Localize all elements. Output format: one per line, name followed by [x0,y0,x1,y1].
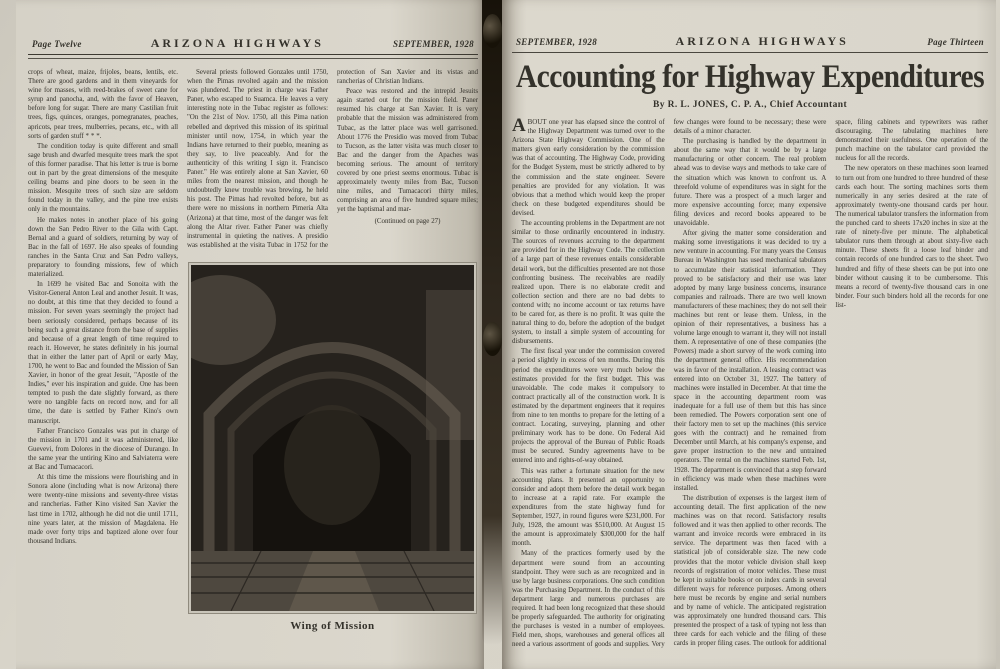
paragraph: crops of wheat, maize, frijoles, beans, lentils, etc. There are good gardens and in them vineyards for wine for masses, with reed-brakes of sweet cane for syrup and panocha, and, with the favor of Heaven, before long for sugar. There are many Castilian fruit trees, figs, quinces, oranges, pomegranates, peaches, apricots, pear trees, mulberries, pecans, etc., with all sorts of garden stuff * * *. [28,68,178,140]
paragraph: Peace was restored and the intrepid Jesuits again started out for the mission field. Paner resumed his charge at San Xavier. It is very probable that the mission was administered from Tubac, as the latter place was well garrisoned. About 1776 the Presidio was moved from Tubac to Tucson, as the latter visita was much closer to Bac and the danger from the Apaches was becoming serious. The amount of territory covered by one priest seems enormous. Tubac is approximately twenty miles from Bac, Tucson nine miles, and Tumacacori thirty miles, comprising an area of five hundred square miles; yet the baptismal and mar- [337,87,478,214]
paragraph: Several priests followed Gonzales until 1750, when the Pimas revolted again and the mission was plundered. The priest in charge was Father Paner, who escaped to Suamca. He leaves a very interesting note in the Tubac register as follows: "On the 21st of Nov. 1750, all this Pima nation rebelled and deprived this mission of its spiritual minister until now, 1754, in which year the Indians have returned to their pueblo, meaning as they say, to live peaceably. And for the authenticity of this writing I sign it. Francisco Paner." He was entirely alone at San Xavier, 60 miles from the nearest mission, and though he undoubtedly knew trouble was brewing, he held his post. The Pimas had revolted before, but as there were no missions in northern Pimeria Alta (Arizona) at that time, most of the danger was felt along the Altar river. Father Paner was chiefly instrumental in quieting the natives. A presidio was established at the visita Tubac in 1752 for the protection of San Xavier and its vistas and rancherias of Christian Indians. [187,68,478,249]
page-number-right: Page Thirteen [927,37,984,47]
paragraph: Father Francisco Gonzales was put in charge of the mission in 1701 and it was administered, like Guevevi, from Dolores in the diocese of Durango. In the same year the untiring Kino and Salviaterra were at Bac and Tumacacori. [28,426,178,472]
header-rule-left [28,54,478,59]
article-columns [512,118,988,654]
paragraph: At this time the missions were flourishing and in Sonora alone (including what is now Arizona) there were twenty-nine missions and seventy-three vistas and rancherias. Father Kino visited San Xavier the last time in 1702, although he did not die until 1711, nine years later, at the mission of Magdalena. He made over forty trips and baptized alone over four thousand Indians. [28,473,178,545]
lead-paragraph-text: BOUT one year has elapsed since the control of the Highway Department was turned over to the Arizona State Highway Commission. One of the matters given early consideration by the commission was that of accounting. The Highway Code, providing for the Budget System, must be strictly adhered to by the commission and the state engineer. Severe penalties are provided for any violation. It was obvious that a method which would keep the proper check on these budgeted expenditures should be devised. [512,118,665,217]
right-page [502,0,996,669]
lead-paragraph [512,118,665,218]
issue-date-left: SEPTEMBER, 1928 [392,39,474,49]
mission-photo [189,263,476,613]
issue-date-right: SEPTEMBER, 1928 [516,37,598,47]
mission-interior-illustration [191,265,474,611]
paragraph: This was rather a fortunate situation for the new accounting plans. It presented an opportunity to consider and adopt them before the detail work began to increase at a rapid rate. For example the expenditures from the state highway fund for September, 1927, in round figures were $231,000. For July, 1928, the amount was $510,000. At August 15 the amount is approximately $300,000 for the half month. [512,466,665,548]
paragraph: The first fiscal year under the commission covered a period slightly in excess of ten months. During this period the expenditures were very much below the estimates provided for the first budget. This was unavoidable. The code makes it compulsory to contract practically all of the construction work. It is estimated by the department engineers that it requires from nine to ten months to prepare for the letting of a contract. Locating, surveying, planning and other preliminary work has to be done. On Federal Aid projects the approval of the Bureau of Public Roads must be secured. Sundry agreements have to be entered into and rights-of-way obtained. [512,347,665,465]
left-columns-right-area [187,68,478,646]
publication-title-right: ARIZONA HIGHWAYS [675,34,849,48]
paragraph: He makes notes in another place of his going down the San Pedro River to the Gila with Capt. Bernal and a guard of soldiers, returning by way of Bac in the fall of 1697. He also speaks of founding ranches in the Santa Cruz and San Pedro valleys, preparatory to founding missions, few of which materialized. [28,215,178,279]
right-page-header [512,34,988,49]
page-number-left: Page Twelve [32,39,82,49]
article-byline: By R. L. JONES, C. P. A., Chief Accountant [652,100,848,110]
binding-post-top [483,14,502,48]
header-rule-right [512,52,988,53]
article-title: Accounting for Highway Expenditures [515,59,985,95]
paragraph: The new operators on these machines soon learned to turn out from one hundred to three hundred of these cards each hour. The sorting machines sorts them numerically in any series desired at the rate of approximately twenty-one thousand cards per hour. The numerical tabulator transfers the information from the punched card to sheets 17x20 inches in size at the rate of ninety-five per minute. The alphabetical tabulator runs them through at about sixty-five each minute. These sheets fit a loose leaf binder and contain records of one hundred cars to the sheet. Two hundred and fifty of these sheets can be put into one binder without causing it to be cumbersome. This means a record of twenty-five thousand cars in one binder. Four such binders hold all the records for one list- [835,164,988,309]
paragraph: Many of the practices formerly used by the department were sound from an accounting standpoint. They were such as are recognized and in use by large business corporations. One such condition was the Purchasing Department. In the conduct of this department large and numerous purchases are required. It had been long recognized that these should be properly safeguarded. The authority for originating the purchases is vested in a number of employees. Field men, shops, warehouses and general offices all need a various assortment of goods and supplies. Very few changes were found to be necessary; these were details of a minor character. [512,118,827,649]
photo-caption: Wing of Mission [290,620,375,632]
paragraph: (Continued on page 27) [374,216,441,225]
paragraph: The condition today is quite different and small sage brush and dwarfed mesquite trees mark the spot of this former paradise. That his letter is true is borne out in part by the great dimensions of the mesquite ceiling beams and pine doors to be seen in the mission. Mesquite trees of such size are seldom found today in the valley, and the pine tree exists only in the mountains. [28,141,178,214]
paragraph: The accounting problems in the Department are not similar to those ordinarily encountered in industry. The sources of revenues accruing to the department are provided for in the Highway Code. The collection of a large part of these revenues entails considerable detail work, but the difficulties presented are not those confronting business. The receivables are readily realized upon. There is no elaborate credit and collection section and there are no bad debts to contend with; no income account or tax returns have to be cared for, as there is no profit. It was quite the natural thing to do, before the adoption of the budget system, to install a simple system of accounting for disbursements. [512,219,665,346]
left-page-header [28,36,478,51]
drop-cap: A [512,118,526,136]
binding-post-middle [483,322,502,356]
paragraph: In 1699 he visited Bac and Sonoita with the Visitor-General Anton Leal and another Jesuit. It was, no doubt, at this time that they decided to found a mission. For seven years seemingly the project had been seriously considered, perhaps because of its being such a great distance from the base of supplies and because of a great length of time required to reach it. However, he states definitely in his journal that in either the latter part of April or early May, 1700, he went to Bac and founded the Mission of San Xavier, in honor of the great Jesuit, "Apostle of the Indies," ever his inspiration and guide. One has been tempted to push the date slightly forward, as there were no tangible facts on record now, and for all time, the date is settled by Father Kino's own manuscript. [28,280,178,425]
paragraph: After giving the matter some consideration and making some investigations it was decided to try a new venture in accounting. For many years the Census Bureau in Washington has used mechanical tabulators to accumulate their statistical information. They proved to be satisfactory and their use was later adopted by many large business concerns, insurance companies and railroads. There are two well known manufacturers of these machines; they do not sell their machines but rent or lease them. Unless, in the opinion of their representatives, a business has a volume large enough to warrant it, they will not install them. A representative of one of these companies (the Powers) made a short survey of the work coming into the department general office. His recommendation was in favor of the installation. A leasing contract was entered into on October 31, 1927. The battery of machines were installed in December. At that time the space in the accounting department room was inadequate for a full use of them but this has since been remedied. The Powers corporation sent one of their factory men to set up the machines (this service goes with the contract) and he remained from December until March, at his company's expense, and gave proper instruction to the new and untrained operators. The rental on the machines started Feb. 1st, 1928. The department is convinced that a step forward in efficiency was made when these machines were installed. [673,229,827,492]
left-column-1 [28,68,178,646]
binding-spine [482,0,503,645]
left-page-body [28,68,478,646]
publication-title-left: ARIZONA HIGHWAYS [150,36,324,50]
paragraph: The distribution of expenses is the largest item of accounting detail. The first application of the new machines was on that record. Satisfactory results followed and it was then applied to other records. The warrant and invoice records were embraced in its service. The department was then faced with a statistical job of considerable size. The new code provides that the motor vehicle division shall keep records of registration of motor vehicles. These must be kept in suitable books or on index cards in several different ways for reference purposes. Among others here must be records by engine and serial numbers and by name of vehicle. The anticipated registration was approximately one hundred thousand cars. This presented the prospect of a task of typing not less than three cards for each vehicle and the filing of these cards in proper filing cases. The outlook for additional space, filing cabinets and typewriters was rather discouraging. The tabulating machines here demonstrated their usefulness. One operation of the punch machine on the tabulator card provided the nucleus for all the records. [673,118,988,648]
left-page [16,0,484,669]
paragraph: The purchasing is handled by the department in about the same way that it would be by a large manufacturing or other concern. The real problem ahead was to devise ways and methods to take care of the situation which was known to confront us. A threefold volume of expenditures was in sight for the future. There was a prospect of a much larger and more expensive accounting force; many expensive filing devices and record books appeared to be unavoidable. [673,137,827,228]
left-columns-2-3 [187,68,478,258]
